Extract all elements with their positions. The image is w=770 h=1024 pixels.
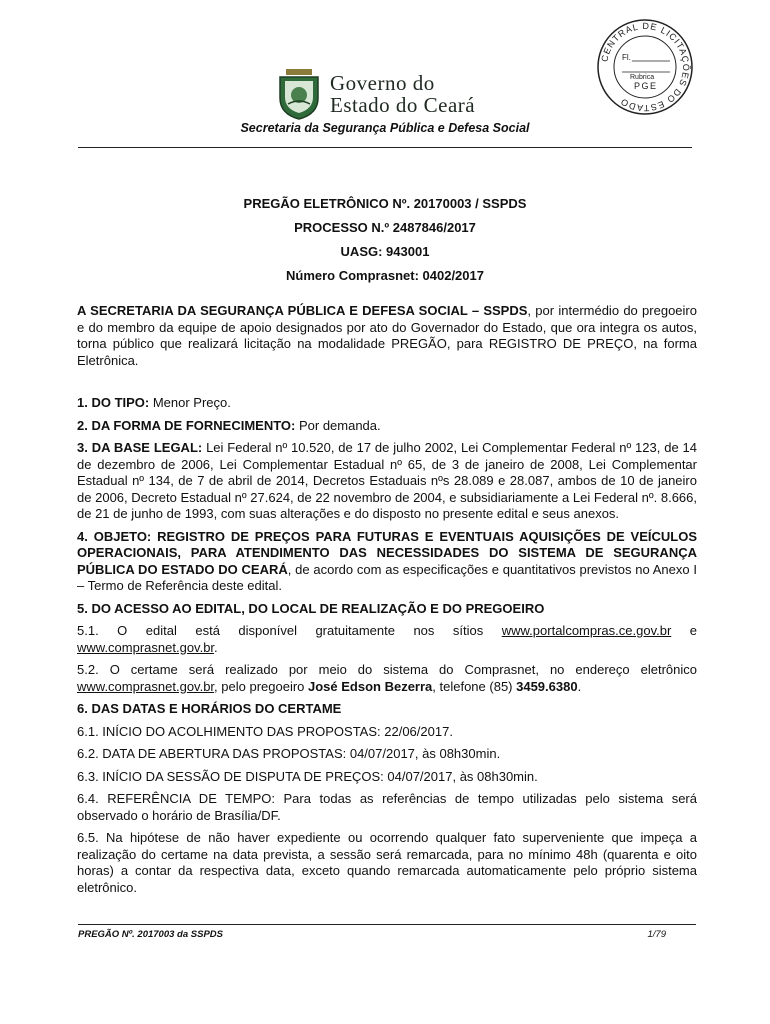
comprasnet-link-2[interactable]: www.comprasnet.gov.br bbox=[77, 678, 215, 694]
title-processo: PROCESSO N.º 2487846/2017 bbox=[294, 220, 476, 235]
document-body bbox=[77, 303, 697, 896]
stamp-pge: PGE bbox=[634, 81, 658, 91]
logo-line-2: Estado do Ceará bbox=[330, 93, 476, 117]
intro-entity: A SECRETARIA DA SEGURANÇA PÚBLICA E DEFESA SOCIAL – SSPDS bbox=[77, 303, 528, 318]
logo-wordmark bbox=[330, 72, 475, 116]
section-objeto-label: 4. OBJETO: REGISTRO DE PREÇOS PARA FUTURAS E EVENTUAIS AQUISIÇÕES DE VEÍCULOS OPERACIONAIS, PARA ATENDIMENTO DAS NECESSIDADES DO SISTEMA DE SEGURANÇA PÚBLICA DO ESTADO DO CEARÁ bbox=[77, 528, 697, 577]
paragraph-6-2: 6.2. DATA DE ABERTURA DAS PROPOSTAS: 04/07/2017, às 08h30min. bbox=[77, 746, 501, 761]
paragraph-6-3: 6.3. INÍCIO DA SESSÃO DE DISPUTA DE PREÇOS: 04/07/2017, às 08h30min. bbox=[77, 768, 538, 784]
section-base-legal-text: Lei Federal nº 10.520, de 17 de julho 2002, Lei Complementar Federal nº 123, de 14 de dezembro de 2006, Lei Complementar Estadual nº 65, de 3 de janeiro de 2008, Lei Complementar Estadual nº 134, de 7 de abril de 2014, Decretos Estaduais nºs 28.089 e 28.087, ambos de 10 de janeiro de 2006, Decreto Estadual nº 27.624, de 22 novembro de 2004, e subsidiariamente a Lei Federal nº. 8.666, de 21 de junho de 1993, com suas alterações e do disposto no presente edital e seus anexos. bbox=[77, 440, 697, 521]
section-datas-heading: 6. DAS DATAS E HORÁRIOS DO CERTAME bbox=[77, 701, 342, 716]
header-divider bbox=[78, 147, 692, 148]
title-uasg: UASG: 943001 bbox=[340, 244, 430, 259]
phone-number: 3459.6380 bbox=[516, 678, 578, 694]
title-pregao: PREGÃO ELETRÔNICO Nº. 20170003 / SSPDS bbox=[243, 196, 527, 211]
stamp-rubrica: Rubrica bbox=[630, 74, 655, 81]
footer-divider bbox=[78, 924, 696, 925]
document-titles bbox=[0, 192, 770, 288]
p52-text-a: 5.2. O certame será realizado por meio do sistema do Comprasnet, no endereço eletrônico bbox=[77, 662, 697, 677]
p51-text-b: e bbox=[671, 623, 698, 638]
state-crest-icon bbox=[274, 68, 324, 120]
comprasnet-link[interactable]: www.comprasnet.gov.br bbox=[77, 639, 215, 655]
p52-text-b: , pelo pregoeiro bbox=[214, 678, 308, 694]
government-logo bbox=[274, 68, 499, 120]
paragraph-6-1: 6.1. INÍCIO DO ACOLHIMENTO DAS PROPOSTAS: 22/06/2017. bbox=[77, 723, 453, 739]
stamp-ring-text: CENTRAL DE LICITAÇÕES DO ESTADO bbox=[599, 20, 692, 114]
paragraph-6-4: 6.4. REFERÊNCIA DE TEMPO: Para todas as referências de tempo utilizadas pelo sistema será observado o horário de Brasília/DF. bbox=[77, 791, 697, 823]
section-tipo bbox=[77, 395, 697, 412]
footer-page-number: 1/79 bbox=[647, 929, 666, 940]
section-acesso-heading: 5. DO ACESSO AO EDITAL, DO LOCAL DE REALIZAÇÃO E DO PREGOEIRO bbox=[77, 600, 545, 616]
p52-text-d: . bbox=[577, 678, 582, 694]
paragraph-5-2 bbox=[77, 662, 697, 695]
logo-line-1: Governo do bbox=[330, 71, 435, 95]
p51-text-c: . bbox=[214, 639, 218, 655]
stamp-fl: Fl. bbox=[622, 53, 631, 62]
paragraph-6-5: 6.5. Na hipótese de não haver expediente ou ocorrendo qualquer fato superveniente que impeça a realização do certame na data prevista, a sessão será remarcada, para no mínimo 48h (quarenta e oito horas) a contar da respectiva data, exceto quando remarcada automaticamente pelo próprio sistema eletrônico. bbox=[77, 830, 697, 895]
section-fornecimento-label: 2. DA FORMA DE FORNECIMENTO: bbox=[77, 417, 296, 433]
p51-text-a: 5.1. O edital está disponível gratuitamente nos sítios bbox=[77, 623, 502, 638]
portalcompras-link[interactable]: www.portalcompras.ce.gov.br bbox=[501, 623, 672, 638]
paragraph-5-1 bbox=[77, 623, 697, 656]
p52-text-c: , telefone (85) bbox=[432, 678, 517, 694]
section-fornecimento-text: Por demanda. bbox=[295, 417, 381, 433]
svg-text:CENTRAL DE LICITAÇÕES DO ESTAD bbox=[599, 21, 691, 113]
intro-text: , por intermédio do pregoeiro e do membro da equipe de apoio designados por ato do Governador do Estado, que ora integra os autos, torna público que realizará licitação na modalidade PREGÃO, para REGISTRO DE PREÇO, na forma Eletrônica. bbox=[77, 303, 697, 368]
section-objeto-text: , de acordo com as especificações e quantitativos previstos no Anexo I – Termo de Referência deste edital. bbox=[77, 561, 697, 593]
section-fornecimento bbox=[77, 418, 697, 435]
section-objeto bbox=[77, 529, 697, 595]
intro-paragraph bbox=[77, 303, 697, 369]
section-tipo-text: Menor Preço. bbox=[149, 395, 231, 410]
section-base-legal-label: 3. DA BASE LEGAL: bbox=[77, 440, 203, 455]
licitacoes-stamp bbox=[596, 18, 694, 116]
section-base-legal bbox=[77, 440, 697, 523]
section-tipo-label: 1. DO TIPO: bbox=[77, 395, 150, 410]
footer-document-ref: PREGÃO Nº. 2017003 da SSPDS bbox=[78, 929, 223, 940]
title-comprasnet: Número Comprasnet: 0402/2017 bbox=[286, 268, 484, 283]
department-name: Secretaria da Segurança Pública e Defesa Social bbox=[240, 121, 530, 135]
pregoeiro-name: José Edson Bezerra bbox=[308, 678, 433, 694]
